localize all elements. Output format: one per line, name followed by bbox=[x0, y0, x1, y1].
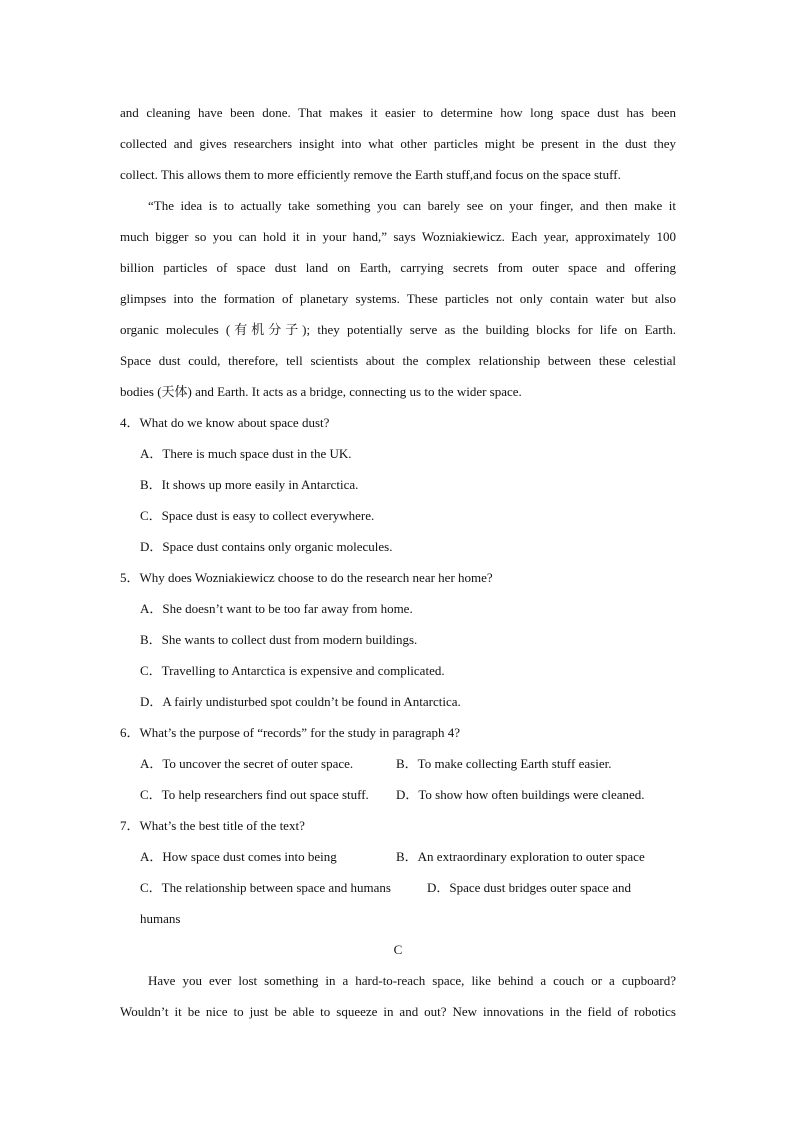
question-stem: 7．What’s the best title of the text? bbox=[120, 818, 305, 833]
text-line: Have you ever lost something in a hard-to-reach space, like behind a couch or a cupboard? bbox=[148, 973, 676, 988]
option-d: D．Space dust bridges outer space and bbox=[427, 880, 631, 895]
option-a: A．There is much space dust in the UK. bbox=[140, 446, 352, 461]
passage-b-paragraph-2 bbox=[120, 190, 676, 407]
option-c: C．Travelling to Antarctica is expensive and complicated. bbox=[140, 663, 445, 678]
question-6 bbox=[120, 717, 676, 810]
option-row bbox=[120, 872, 676, 903]
option-d: D．To show how often buildings were cleaned. bbox=[396, 787, 645, 802]
option-b: B．It shows up more easily in Antarctica. bbox=[140, 477, 359, 492]
option-b: B．An extraordinary exploration to outer space bbox=[396, 849, 645, 864]
option-a: A．To uncover the secret of outer space. bbox=[140, 756, 354, 771]
text-line: much bigger so you can hold it in your hand,” says Wozniakiewicz. Each year, approximately 100 bbox=[120, 229, 676, 244]
text-line: and cleaning have been done. That makes it easier to determine how long space dust has been bbox=[120, 105, 676, 120]
option-d-continued: humans bbox=[140, 911, 181, 926]
option-c: C．Space dust is easy to collect everywhere. bbox=[140, 508, 375, 523]
question-4 bbox=[120, 407, 676, 562]
question-7 bbox=[120, 810, 676, 934]
text-line: collected and gives researchers insight into what other particles might be present in the dust they bbox=[120, 136, 676, 151]
passage-c-paragraph-1 bbox=[120, 965, 676, 1027]
question-5 bbox=[120, 562, 676, 717]
text-line: Wouldn’t it be nice to just be able to squeeze in and out? New innovations in the field of robotics bbox=[120, 1004, 676, 1019]
document-page bbox=[120, 97, 676, 1027]
text-line: collect. This allows them to more efficiently remove the Earth stuff,and focus on the space stuff. bbox=[120, 167, 621, 182]
option-row bbox=[120, 841, 676, 872]
option-b: B．To make collecting Earth stuff easier. bbox=[396, 756, 612, 771]
question-stem: 6．What’s the purpose of “records” for the study in paragraph 4? bbox=[120, 725, 461, 740]
option-b: B．She wants to collect dust from modern buildings. bbox=[140, 632, 418, 647]
question-stem: 4．What do we know about space dust? bbox=[120, 415, 330, 430]
passage-b-paragraph-1 bbox=[120, 97, 676, 190]
text-line: Space dust could, therefore, tell scientists about the complex relationship between these celestial bbox=[120, 353, 676, 368]
question-stem: 5．Why does Wozniakiewicz choose to do the research near her home? bbox=[120, 570, 493, 585]
option-row bbox=[120, 748, 676, 779]
section-heading: C bbox=[393, 942, 403, 957]
option-a: A．She doesn’t want to be too far away from home. bbox=[140, 601, 413, 616]
text-line: bodies (天体) and Earth. It acts as a bridge, connecting us to the wider space. bbox=[120, 384, 522, 399]
text-line: glimpses into the formation of planetary systems. These particles not only contain water but also bbox=[120, 291, 676, 306]
option-c: C．To help researchers find out space stuff. bbox=[140, 787, 369, 802]
text-line: organic molecules (有机分子); they potentially serve as the building blocks for life on Earth. bbox=[120, 322, 676, 337]
option-row bbox=[120, 779, 676, 810]
text-line: billion particles of space dust land on Earth, carrying secrets from outer space and offering bbox=[120, 260, 676, 275]
option-a: A．How space dust comes into being bbox=[140, 849, 337, 864]
text-line: “The idea is to actually take something you can barely see on your finger, and then make it bbox=[148, 198, 676, 213]
option-d: D．A fairly undisturbed spot couldn’t be found in Antarctica. bbox=[140, 694, 461, 709]
option-c: C．The relationship between space and humans bbox=[140, 880, 391, 895]
option-d: D．Space dust contains only organic molecules. bbox=[140, 539, 393, 554]
